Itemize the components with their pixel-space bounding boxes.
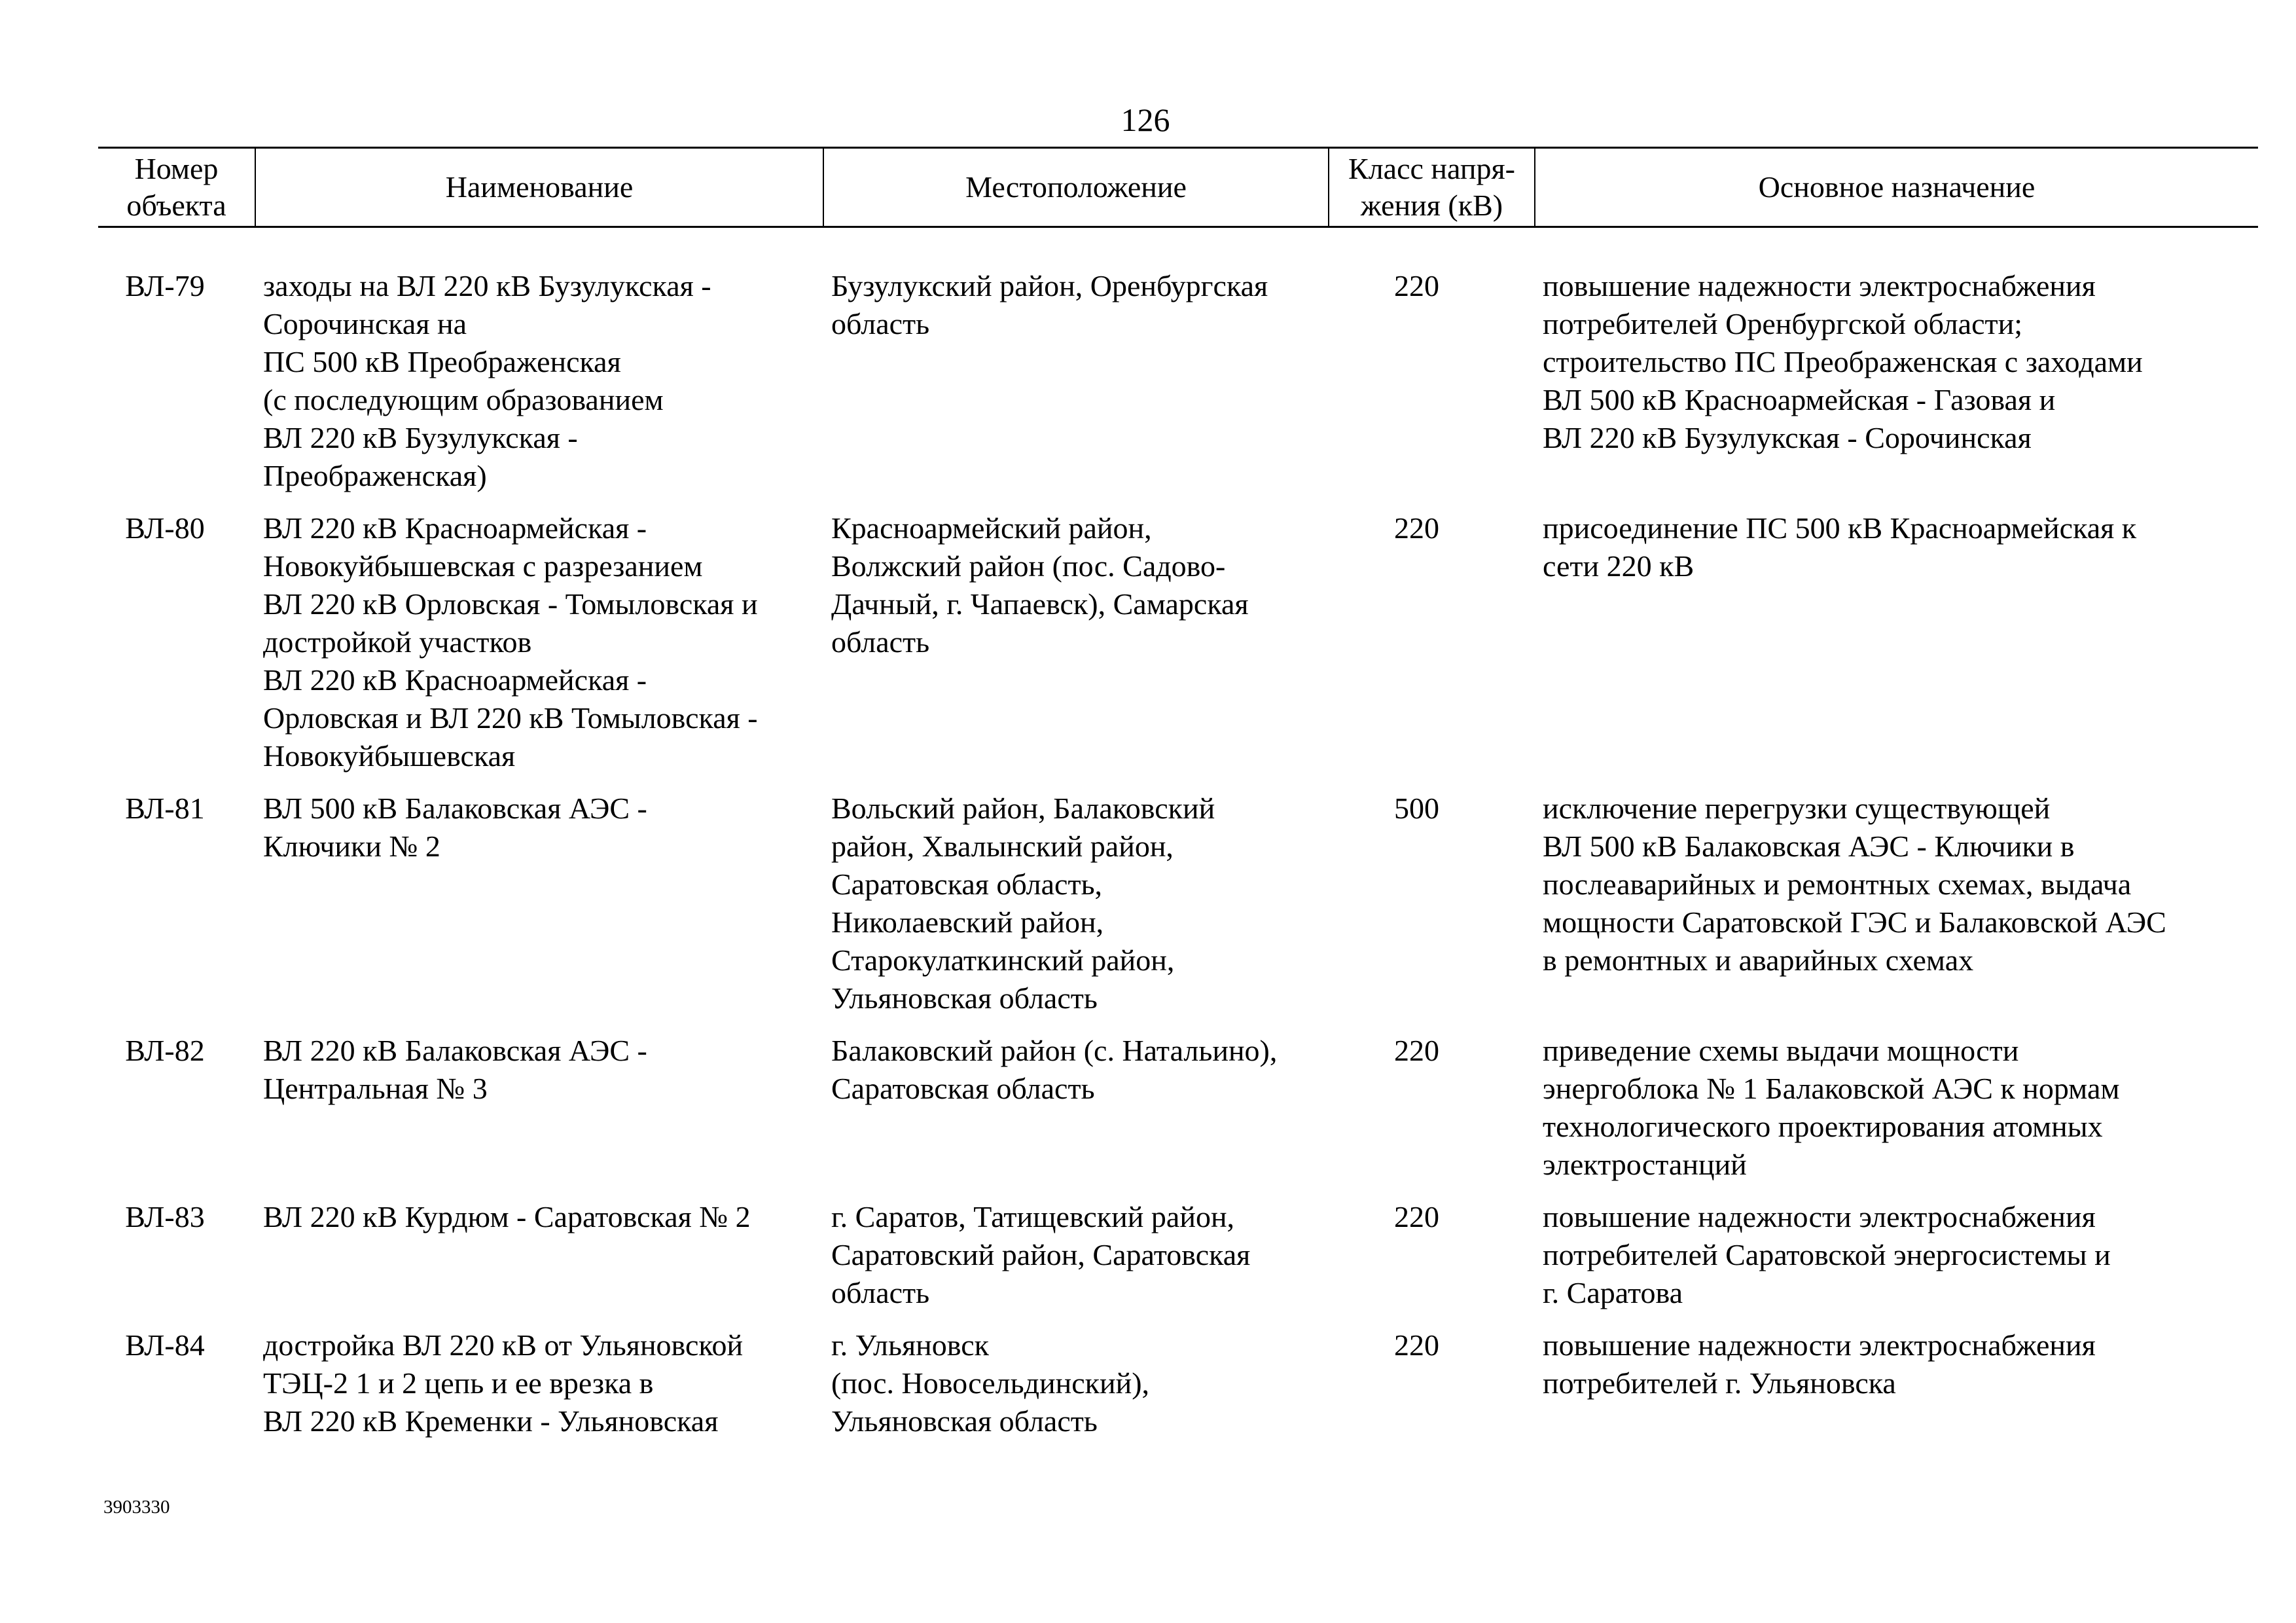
table-row [98, 790, 2258, 1032]
objects-table [98, 147, 2258, 1455]
cell-voltage: 500 [1394, 792, 1439, 825]
table-row [98, 509, 2258, 790]
cell-purpose: повышение надежности электроснабжения потребителей Саратовской энергосистемы и г. Саратова [1543, 1200, 2111, 1309]
cell-name: ВЛ 500 кВ Балаковская АЭС - Ключики № 2 [263, 792, 647, 863]
cell-purpose: исключение перегрузки существующей ВЛ 500 кВ Балаковская АЭС - Ключики в послеаварийных и ремонтных схемах, выдача мощности Саратовской ГЭС и Балаковской АЭС в ремонтных и аварийных схемах [1543, 792, 2166, 977]
cell-voltage: 220 [1394, 269, 1439, 302]
cell-number: ВЛ-80 [125, 511, 205, 545]
table-row [98, 1032, 2258, 1198]
document-code: 3903330 [103, 1497, 170, 1518]
header-voltage: Класс напря- жения (кВ) [1329, 148, 1535, 227]
cell-number: ВЛ-82 [125, 1034, 205, 1067]
cell-purpose: присоединение ПС 500 кВ Красноармейская к сети 220 кВ [1543, 511, 2137, 583]
cell-location: Красноармейский район, Волжский район (пос. Садово- Дачный, г. Чапаевск), Самарская область [831, 511, 1249, 659]
cell-number: ВЛ-79 [125, 269, 205, 302]
header-number: Номер объекта [98, 148, 255, 227]
cell-location: г. Саратов, Татищевский район, Саратовский район, Саратовская область [831, 1200, 1251, 1309]
cell-number: ВЛ-83 [125, 1200, 205, 1233]
table-row [98, 1198, 2258, 1326]
header-name: Наименование [255, 148, 823, 227]
cell-purpose: повышение надежности электроснабжения потребителей Оренбургской области; строительство ПС Преображенская с заходами ВЛ 500 кВ Красноармейская - Газовая и ВЛ 220 кВ Бузулукская - Сорочинская [1543, 269, 2143, 454]
cell-location: Бузулукский район, Оренбургская область [831, 269, 1268, 340]
table-body [98, 227, 2258, 1455]
cell-number: ВЛ-81 [125, 792, 205, 825]
cell-purpose: приведение схемы выдачи мощности энергоблока № 1 Балаковской АЭС к нормам технологического проектирования атомных электростанций [1543, 1034, 2120, 1181]
cell-voltage: 220 [1394, 1200, 1439, 1233]
cell-name: ВЛ 220 кВ Балаковская АЭС - Центральная № 3 [263, 1034, 647, 1105]
cell-location: Балаковский район (с. Натальино), Саратовская область [831, 1034, 1278, 1105]
cell-name: ВЛ 220 кВ Курдюм - Саратовская № 2 [263, 1200, 751, 1233]
cell-name: заходы на ВЛ 220 кВ Бузулукская - Сорочинская на ПС 500 кВ Преображенская (с последующим образованием ВЛ 220 кВ Бузулукская - Преображенская) [263, 269, 711, 492]
page-number: 126 [1121, 101, 1170, 138]
header-location: Местоположение [823, 148, 1329, 227]
cell-voltage: 220 [1394, 511, 1439, 545]
cell-location: Вольский район, Балаковский район, Хвалынский район, Саратовская область, Николаевский район, Старокулаткинский район, Ульяновская область [831, 792, 1215, 1015]
cell-voltage: 220 [1394, 1034, 1439, 1067]
header-spacer [98, 227, 2258, 268]
header-purpose: Основное назначение [1535, 148, 2258, 227]
table-row [98, 1326, 2258, 1455]
cell-location: г. Ульяновск (пос. Новосельдинский), Ульяновская область [831, 1328, 1150, 1438]
table-row [98, 267, 2258, 509]
cell-voltage: 220 [1394, 1328, 1439, 1362]
cell-purpose: повышение надежности электроснабжения потребителей г. Ульяновска [1543, 1328, 2096, 1400]
cell-name: достройка ВЛ 220 кВ от Ульяновской ТЭЦ-2 1 и 2 цепь и ее врезка в ВЛ 220 кВ Кременки - Ульяновская [263, 1328, 744, 1438]
cell-number: ВЛ-84 [125, 1328, 205, 1362]
header-row [98, 148, 2258, 227]
cell-name: ВЛ 220 кВ Красноармейская - Новокуйбышевская с разрезанием ВЛ 220 кВ Орловская - Томыловская и достройкой участков ВЛ 220 кВ Красноармейская - Орловская и ВЛ 220 кВ Томыловская - Новокуйбышевская [263, 511, 758, 773]
table-header [98, 148, 2258, 227]
